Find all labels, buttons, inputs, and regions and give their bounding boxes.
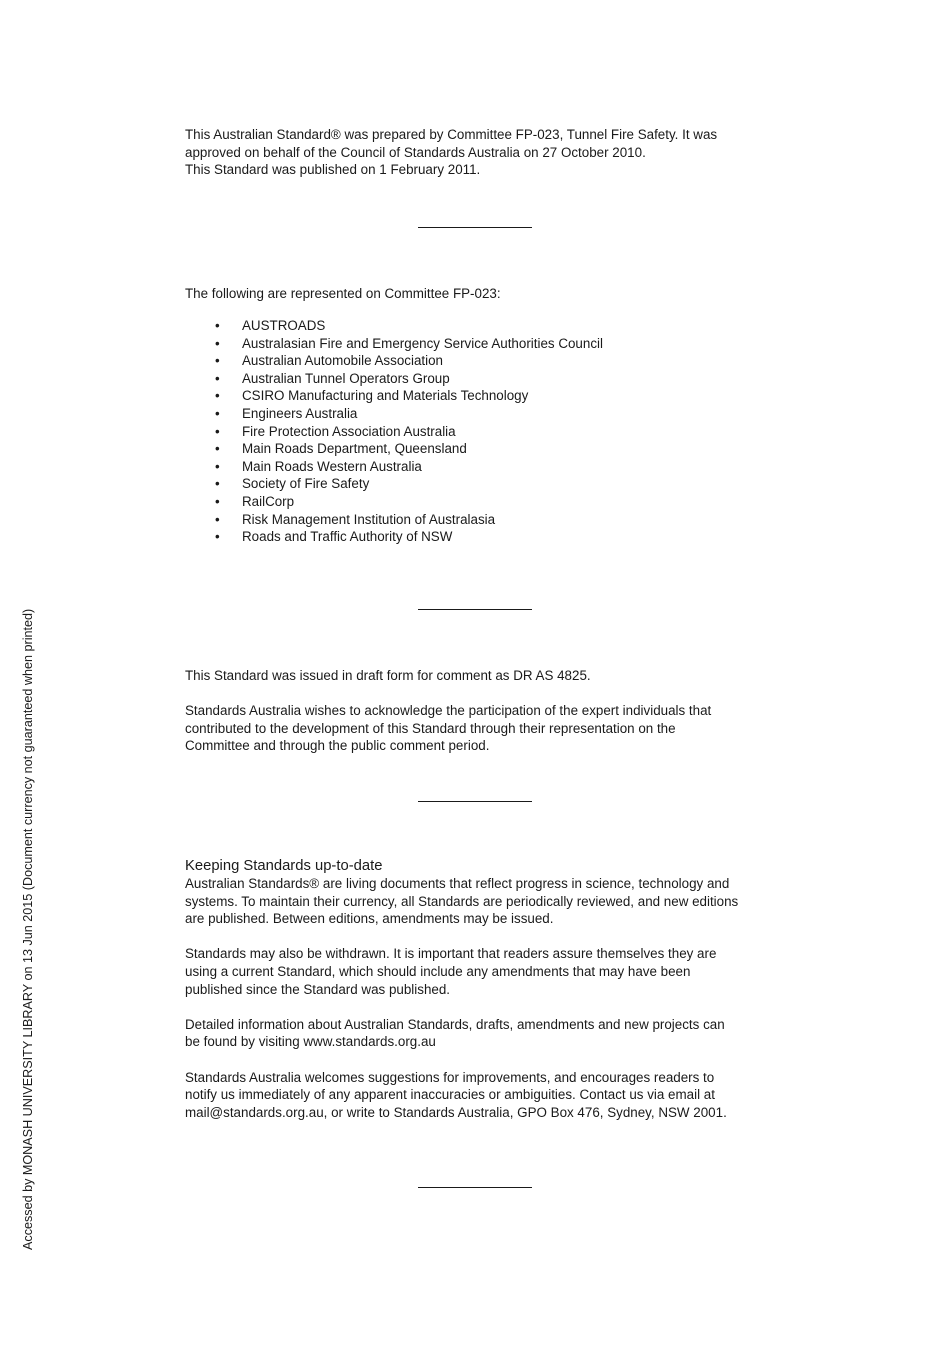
bullet-icon: • [215, 318, 220, 333]
member-name: Society of Fire Safety [242, 476, 370, 492]
p1-line-1: Australian Standards® are living documents that reflect progress in science, technology and [185, 876, 730, 891]
bullet-icon: • [215, 335, 220, 351]
list-item [185, 352, 745, 370]
ack-line-3: Committee and through the public comment period. [185, 738, 490, 754]
bullet-icon: • [215, 370, 220, 386]
list-item [185, 511, 745, 529]
section-divider [418, 227, 532, 228]
member-name: Engineers Australia [242, 405, 358, 421]
draft-issued: This Standard was issued in draft form for comment as DR AS 4825. [185, 668, 591, 683]
p2-line-1: Standards may also be withdrawn. It is important that readers assure themselves they are [185, 946, 717, 962]
section-divider [418, 1187, 532, 1188]
prep-line-1: This Australian Standard® was prepared by Committee FP-023, Tunnel Fire Safety. It was [185, 127, 718, 142]
member-name: RailCorp [242, 493, 295, 509]
list-item [185, 528, 745, 546]
list-item [185, 405, 745, 423]
bullet-icon: • [215, 529, 220, 545]
prep-line-3: This Standard was published on 1 February 2011. [185, 162, 481, 178]
list-item [185, 317, 745, 335]
list-item [185, 440, 745, 458]
list-item [185, 423, 745, 441]
ack-line-2: contributed to the development of this Standard through their representation on the [185, 720, 676, 736]
list-item [185, 387, 745, 405]
member-name: CSIRO Manufacturing and Materials Technology [242, 388, 529, 404]
p1-line-3: are published. Between editions, amendments may be issued. [185, 911, 554, 927]
section-divider [418, 801, 532, 802]
p3-line-2: be found by visiting www.standards.org.au [185, 1034, 436, 1050]
member-name: Risk Management Institution of Australasia [242, 511, 496, 527]
bullet-icon: • [215, 405, 220, 421]
list-item [185, 335, 745, 353]
p1-line-2: systems. To maintain their currency, all Standards are periodically reviewed, and new editions [185, 893, 739, 909]
list-item [185, 370, 745, 388]
bullet-icon: • [215, 423, 220, 439]
access-notice: Accessed by MONASH UNIVERSITY LIBRARY on 13 Jun 2015 (Document currency not guaranteed when printed) [21, 608, 35, 1250]
section-heading: Keeping Standards up-to-date [185, 858, 383, 874]
keeping-standards-block [185, 857, 775, 1121]
draft-block [185, 667, 775, 755]
p4-line-3: mail@standards.org.au, or write to Standards Australia, GPO Box 476, Sydney, NSW 2001. [185, 1104, 727, 1120]
p3-line-1: Detailed information about Australian Standards, drafts, amendments and new projects can [185, 1016, 725, 1032]
list-item [185, 493, 745, 511]
prep-line-2: approved on behalf of the Council of Standards Australia on 27 October 2010. [185, 144, 646, 160]
p4-line-1: Standards Australia welcomes suggestions for improvements, and encourages readers to [185, 1069, 715, 1085]
preparation-statement [185, 126, 775, 179]
list-item [185, 475, 745, 493]
committee-member-list [185, 317, 745, 546]
p2-line-2: using a current Standard, which should include any amendments that may have been [185, 963, 691, 979]
bullet-icon: • [215, 476, 220, 492]
member-name: Australasian Fire and Emergency Service Authorities Council [242, 335, 603, 351]
committee-intro-block [185, 285, 775, 303]
member-name: Fire Protection Association Australia [242, 423, 456, 439]
member-name: Main Roads Western Australia [242, 458, 422, 474]
ack-line-1: Standards Australia wishes to acknowledge the participation of the expert individuals that [185, 703, 712, 719]
bullet-icon: • [215, 458, 220, 474]
member-name: Australian Automobile Association [242, 353, 443, 369]
p4-line-2: notify us immediately of any apparent inaccuracies or ambiguities. Contact us via email at [185, 1087, 715, 1103]
member-name: Roads and Traffic Authority of NSW [242, 529, 453, 545]
bullet-icon: • [215, 493, 220, 509]
member-name: Main Roads Department, Queensland [242, 441, 467, 457]
bullet-icon: • [215, 388, 220, 404]
bullet-icon: • [215, 511, 220, 527]
p2-line-3: published since the Standard was published. [185, 981, 451, 997]
committee-intro: The following are represented on Committee FP-023: [185, 286, 501, 301]
section-divider [418, 609, 532, 610]
list-item [185, 458, 745, 476]
member-name: Australian Tunnel Operators Group [242, 370, 450, 386]
bullet-icon: • [215, 353, 220, 369]
bullet-icon: • [215, 441, 220, 457]
member-name: AUSTROADS [242, 318, 326, 333]
